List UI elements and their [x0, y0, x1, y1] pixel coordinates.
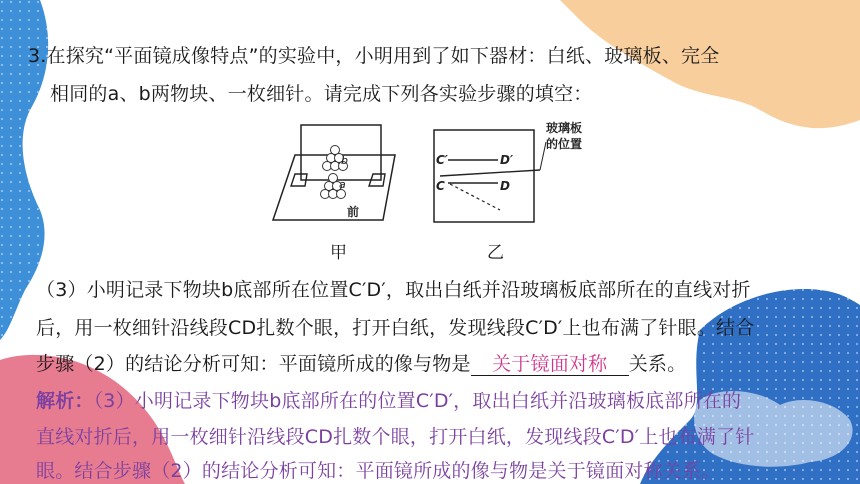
- analysis-line-3: 眼。结合步骤（2）的结论分析可知：平面镜所成的像与物是关于镜面对称关系。: [36, 460, 721, 482]
- question-line-2: 相同的a、b两物块、一枚细针。请完成下列各实验步骤的填空：: [50, 83, 593, 105]
- answer-blank: 关于镜面对称: [471, 353, 629, 376]
- label-front: 前: [347, 205, 360, 219]
- figure-caption-yi: 乙: [487, 243, 504, 263]
- figure-caption-jia: 甲: [330, 243, 347, 263]
- figure-yi: [428, 118, 608, 228]
- analysis-line-2: 直线对折后，用一枚细针沿线段CD扎数个眼，打开白纸，发现线段C′D′上也布满了针: [36, 426, 755, 448]
- analysis-line-1: [36, 386, 741, 413]
- label-c-prime: C′: [436, 153, 448, 167]
- figure-jia: [265, 120, 415, 230]
- label-glass-2: 的位置: [546, 137, 583, 151]
- label-c: C: [436, 179, 445, 193]
- step3-line-1: （3）小明记录下物块b底部所在位置C′D′，取出白纸并沿玻璃板底部所在的直线对折: [36, 279, 751, 301]
- analysis-label: 解析：: [36, 390, 94, 412]
- step3-line-3: [36, 349, 686, 376]
- label-b: b: [341, 154, 348, 167]
- label-d: D: [500, 179, 510, 193]
- step3-line-3-before: 步骤（2）的结论分析可知：平面镜所成的像与物是: [36, 353, 471, 375]
- step3-line-2: 后，用一枚细针沿线段CD扎数个眼，打开白纸，发现线段C′D′上也布满了针眼。结合: [36, 317, 755, 339]
- label-a: a: [339, 178, 346, 191]
- label-glass-1: 玻璃板: [546, 121, 583, 135]
- analysis-text-1: （3）小明记录下物块b底部所在的位置C′D′，取出白纸并沿玻璃板底部所在的: [93, 390, 742, 412]
- step3-line-3-after: 关系。: [628, 353, 687, 375]
- label-d-prime: D′: [500, 153, 514, 167]
- question-line-1: 3.在探究“平面镜成像特点”的实验中，小明用到了如下器材：白纸、玻璃板、完全: [28, 45, 720, 67]
